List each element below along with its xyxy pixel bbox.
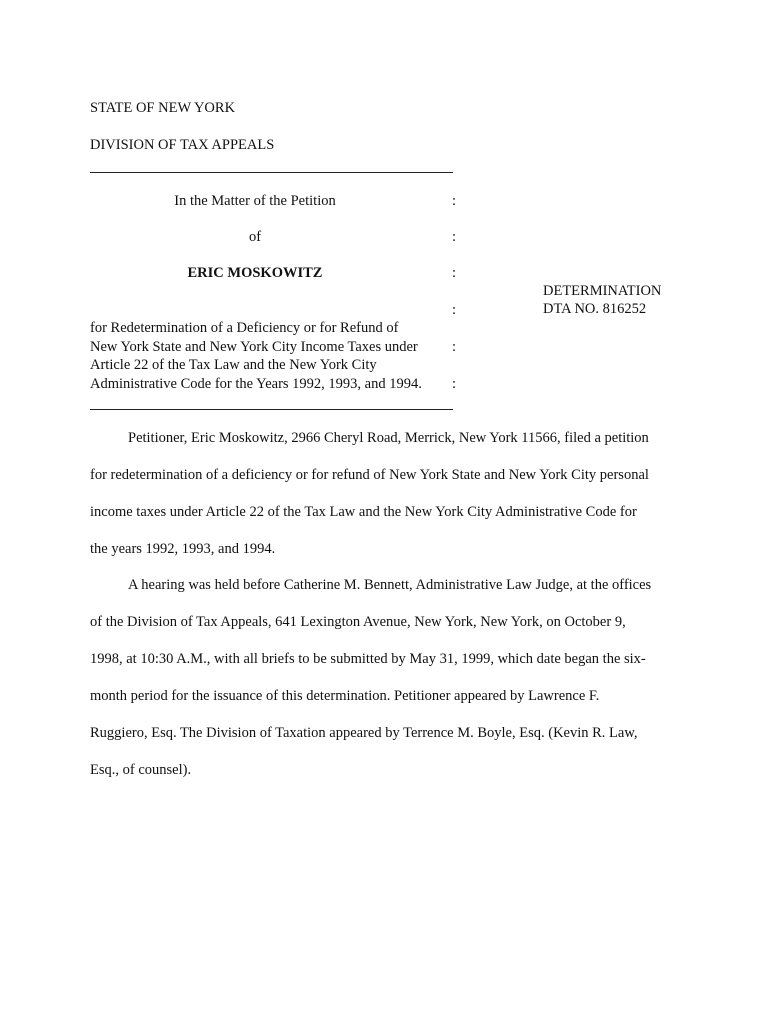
paragraph-line: of the Division of Tax Appeals, 641 Lexington Avenue, New York, New York, on October 9,	[90, 614, 626, 630]
purpose-line: Administrative Code for the Years 1992, 1993, and 1994.	[90, 375, 422, 392]
paragraph-line: the years 1992, 1993, and 1994.	[90, 541, 276, 557]
paragraph-line: month period for the issuance of this determination. Petitioner appeared by Lawrence F.	[90, 688, 600, 704]
paragraph-line: Ruggiero, Esq. The Division of Taxation appeared by Terrence M. Boyle, Esq. (Kevin R. Law,	[90, 725, 638, 741]
purpose-line: for Redetermination of a Deficiency or for Refund of	[90, 320, 399, 336]
purpose-line: Article 22 of the Tax Law and the New York City	[90, 357, 377, 373]
caption-colon-4: :	[452, 302, 457, 318]
division-heading: DIVISION OF TAX APPEALS	[90, 137, 275, 153]
paragraph-line: income taxes under Article 22 of the Tax Law and the New York City Administrative Code for	[90, 504, 637, 520]
caption-colon-2: :	[452, 229, 457, 245]
of-line: of	[248, 229, 262, 245]
dta-number: DTA NO. 816252	[543, 301, 647, 317]
petitioner-name: ERIC MOSKOWITZ	[187, 265, 323, 281]
caption-bottom-rule	[90, 409, 453, 410]
matter-line: In the Matter of the Petition	[174, 193, 336, 209]
caption-top-rule	[90, 172, 453, 173]
caption-colon-5: :	[452, 339, 457, 355]
caption-colon-3: :	[452, 265, 457, 281]
paragraph-line: Petitioner, Eric Moskowitz, 2966 Cheryl Road, Merrick, New York 11566, filed a petition	[128, 430, 649, 446]
determination-label: DETERMINATION	[543, 283, 662, 299]
state-heading: STATE OF NEW YORK	[90, 100, 236, 116]
paragraph-line: Esq., of counsel).	[90, 762, 192, 778]
purpose-line: New York State and New York City Income Taxes under	[90, 338, 418, 355]
paragraph-line: 1998, at 10:30 A.M., with all briefs to be submitted by May 31, 1999, which date began the six-	[90, 651, 646, 667]
paragraph-line: for redetermination of a deficiency or for refund of New York State and New York City personal	[90, 467, 649, 483]
petition-purpose	[90, 319, 422, 393]
caption-colon-1: :	[452, 193, 457, 209]
paragraph-line: A hearing was held before Catherine M. Bennett, Administrative Law Judge, at the offices	[128, 577, 652, 593]
caption-colon-6: :	[452, 376, 457, 392]
